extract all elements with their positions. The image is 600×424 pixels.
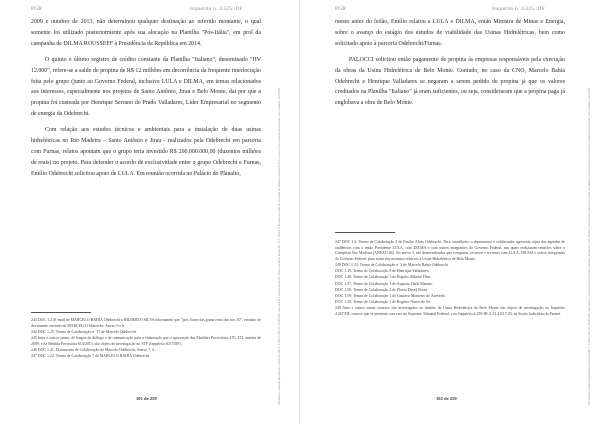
paragraph-3: Com relação aos estudos técnicos e ambientais para a instalação de duas usinas hidrelétricas no Rio Madeira – Santo Antônio e Jirau - realizados pela Odebrecht em parceria com Furnas, relatos apontam que o grupo teria investido R$ 200.000.000,00 (duzentos milhões de reais) no projeto. Para defender o acordo de exclusividade entre o grupo Odebrecht e Furnas, Emílio Odebrecht solicitou apoio de LULA. Em reunião ocorrida no Palácio do Planalto, — [31, 127, 261, 177]
paragraph-1: 2009 e outubro de 2013, não determinou qualquer destinação ao referido montante, o qual somente foi utilizado posteriormente após sua alocação na Planilha "Pós-Itália", em prol da campanha de DILMA ROUSSEFF à Presidência da República em 2014. — [31, 19, 261, 47]
footnotes — [31, 318, 261, 360]
running-header-left: PGR — [335, 6, 347, 12]
footnote: 246 DOC 1.21: Documento de Colaboração de Marcelo Odebrecht, Anexo 7, A. — [31, 347, 156, 352]
footnotes — [335, 240, 565, 318]
footnote: 249 Inter e outros sinais conexos são investigados no âmbito da Usina Hidrelétrica de Belo Monte são objeto de investigação no Inquérito 4.267/DF, conexo que se presente com este no Supremo Tribunal Federal, e no Inquérito 4.258-88.A.13.4.04.7.03, na Seção Judiciária do Paraná. — [335, 306, 565, 316]
footnote: DOC 1.58: Termo de Colaboração 2 de Flavio David Barra. — [335, 287, 428, 292]
paragraph-1: meses antes do leilão, Emílio relatou a LULA e DILMA, então Ministra de Minas e Energia, sobre o avanço do estágio dos estudos de viabilidade das Usinas Hidrelétricas, bem como solicitado apoio à parceria Odebrecht/Furnas. — [335, 19, 565, 47]
signature-side-note — [270, 20, 280, 405]
footnote: 244 DOC 1.25: Termo de Colaboração nº 17 de Marcelo Odebrecht. — [31, 329, 137, 334]
footnote: DOC 1.25: Termo de Colaboração 1 de Rogério Nunes de Sá. — [335, 300, 431, 305]
body-text — [335, 17, 565, 114]
page-number: 102 de 259 — [436, 396, 457, 401]
signature-side-text: Documento assinado digitalmente conforme MP nº 2.200-2/2001 de 24/08/2001 que institui a Infraestrutura de Chaves Públicas Brasileira - ICP-Brasil. O documento pode ser acessado no endereço eletrônico http://www.stf.jus.br/portal/autenticacao/ sob o número 14232589 — [277, 87, 281, 405]
footnote-divider — [31, 312, 91, 313]
footnote: DOC 1.59: Termo de Colaboração 1 de Gustavo Monteiro do Azevedo. — [335, 293, 446, 298]
running-header-case: Inquérito n. 4.325 /DF — [492, 6, 545, 12]
footnote-divider — [335, 232, 395, 233]
paragraph-2: PALOCCI solicitou então pagamento de propina às empresas responsáveis pela execução da obras da Usina Hidrelétrica de Belo Monte. Contudo, no caso da CNO, Marcelo Bahia Odebrecht e Henrique Valladares se negaram a serem pedido de propina já que os valores creditados na Planilha "Italiano" já eram suficientes, ou seja, consideraram que a propina paga já englobava a obra de Belo Monte. — [335, 56, 565, 107]
footnote: 247 DOC 1.22: Termo de Colaboração 7 de MARCELO BAHIA Odebrecht. — [31, 353, 150, 358]
footnote: 243 DOC 1.2 (E-mail de MARCELO BAHIA Odebrecht a HILBERTO SILVA informando que "pois baixe das grana reais dos nos 10", enviado de documento enviado de MARCELO Odebrecht, Anexo 6 e 6. — [31, 318, 261, 328]
footnote: DOC 1.57: Termo de Colaboração 3 de Augusto Dalla Mastrio. — [335, 281, 434, 286]
footnote: 247 DOC 1.2: Termo de Colaboração 4 de Emílio Alves Odebrecht. Para conselheiro o depoimento e colaborador apresenta cópia das agendas de audiências com o então Presidente LULA, com DILMA e com outros integrantes do Governo Federal, nas quais realizaram reuniões sobre o Complexo Rio Madeira (ANEXO 04). No anexo 5, são desmembrados que computos, recursos e recursos com LULA, DILMA e outros integrantes do Governo Federal, para tratar dos assuntos relatives à Usina Hidrelétrica de Belo Monte. — [335, 240, 565, 261]
footnote: 245 Inter e outros sinais, de longos de diálogo e de comunicação para a elaboração que o aprovação das Medidas Provisórias 470, 472, antiáes de 2009, e da Medida Provisória 613/2013, são objeto de investigação no STF (Inquérito 4017/DF). — [31, 335, 261, 346]
running-header-left: PGR — [31, 6, 43, 12]
footnote: 248 DOC 1.23: Termo de Colaboração nº 2 de Marcelo Bahia Odebrecht. — [335, 262, 449, 267]
page-number: 101 de 259 — [136, 396, 157, 401]
footnote: DOC 1.19: Termo de Colaboração 8 de Henrique Valladares. — [335, 269, 430, 274]
paragraph-2: O quinto e último registro de crédito constante da Planilha "Italiano", denominado "HV 12.000", refere-se a saldo de propina de R$ 12 milhões em decorrência da frequente interlocução feita pelo grupo (junto ao Governo Federal, inclusive LULA e DILMA, em temas relacionados aos interesses, especialmente nos projetos de Santo Antônio, Jirau e Belo Monte, dai por que a propina foi custeada por Henrique Serrano do Prado Valladares, Líder Empresarial no segmento de energia da Odebrecht. — [31, 56, 261, 118]
right-page — [300, 0, 600, 424]
footnote: DOC 1.28: Termo de Colaboração 1 de Rogério Ribeiro Dias. — [335, 275, 432, 280]
signature-side-note — [580, 20, 590, 405]
body-text — [31, 17, 261, 185]
signature-side-text: Documento assinado digitalmente conforme MP nº 2.200-2/2001 de 24/08/2001 que institui a Infraestrutura de Chaves Públicas Brasileira - ICP-Brasil. O documento pode ser acessado no endereço eletrônico http://www.stf.jus.br/portal/autenticacao/ sob o número 14232589 — [587, 87, 591, 405]
running-header-case: Inquérito n. 4.325 /DF — [190, 6, 243, 12]
